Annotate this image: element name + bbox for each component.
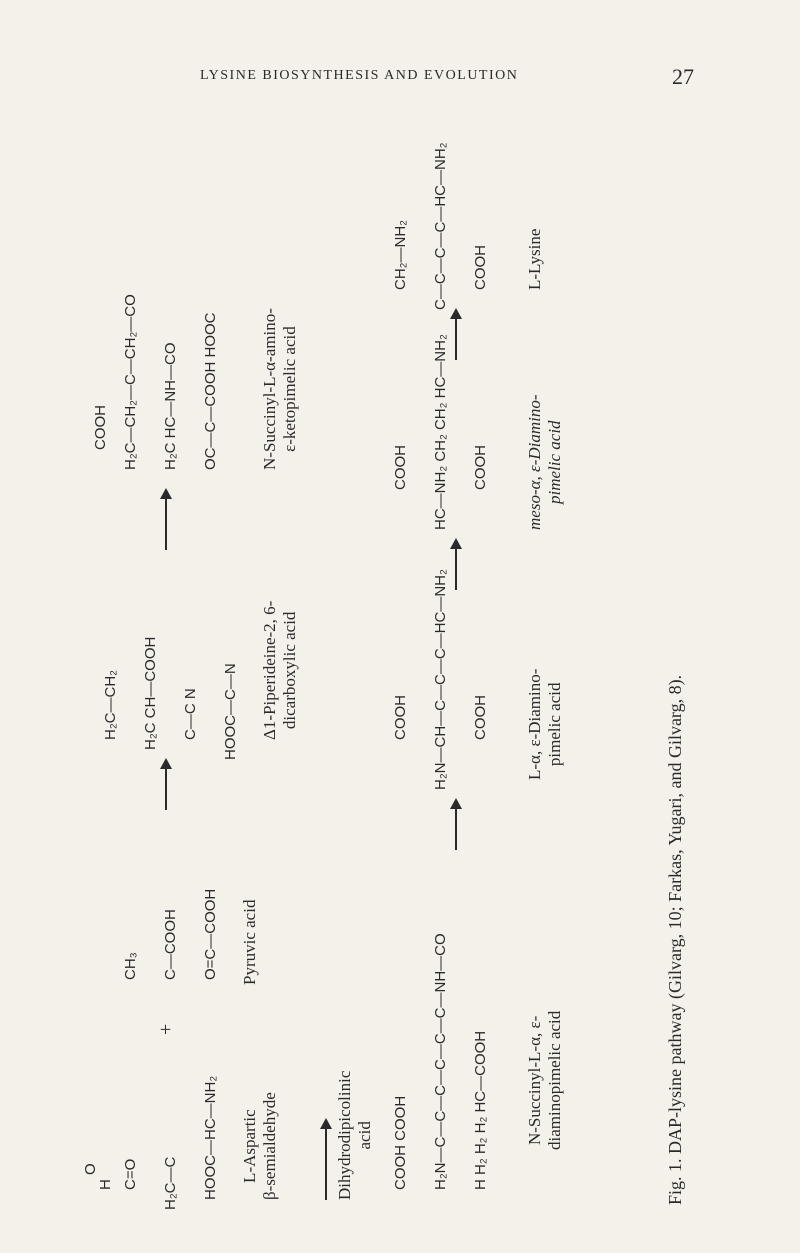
reaction-arrow-3 <box>165 490 167 550</box>
svg-text:HC—NH₂ CH₂ CH₂ HC—NH₂: HC—NH₂ CH₂ CH₂ HC—NH₂ <box>432 334 449 530</box>
svg-text:C—C N: C—C N <box>182 688 199 740</box>
dap-lysine-pathway-figure <box>75 110 695 1210</box>
reaction-arrow-1 <box>325 1120 327 1200</box>
svg-text:H₂C—C: H₂C—C <box>162 1156 179 1210</box>
name-piperideine: Δ1-Piperideine-2, 6- dicarboxylic acid <box>260 600 299 740</box>
figure-caption: Fig. 1. DAP-lysine pathway (Gilvarg, 10; Farkas, Yugari, and Gilvarg, 8). <box>665 674 685 1205</box>
structure-lysine <box>392 142 489 310</box>
page-number: 27 <box>672 64 694 89</box>
structure-dihydrodipicolinic <box>102 637 239 760</box>
svg-text:HOOC—C—N: HOOC—C—N <box>222 663 239 760</box>
reaction-arrow-2 <box>165 760 167 810</box>
svg-text:O: O <box>82 1163 99 1175</box>
svg-text:H H₂ H₂ H₂ HC—COOH: H H₂ H₂ H₂ HC—COOH <box>472 1030 489 1190</box>
structure-succinyl-diaminopimelic <box>392 933 489 1190</box>
svg-text:H: H <box>97 1179 114 1190</box>
structure-pyruvic-acid <box>122 889 219 980</box>
svg-text:H₂C—CH₂: H₂C—CH₂ <box>102 670 119 740</box>
running-head: LYSINE BIOSYNTHESIS AND EVOLUTION <box>200 68 519 83</box>
svg-text:OC—C—COOH HOOC: OC—C—COOH HOOC <box>202 312 219 470</box>
svg-text:COOH: COOH <box>472 445 489 490</box>
svg-text:CH₂—NH₂: CH₂—NH₂ <box>392 220 409 290</box>
name-aspartic-semialdehyde: L-Aspartic β-semialdehyde <box>240 1092 279 1200</box>
name-ll-diaminopimelic: L-α, ε-Diamino- pimelic acid <box>525 668 564 780</box>
reaction-arrow-6 <box>455 310 457 360</box>
plus-sign: + <box>155 1023 177 1035</box>
svg-text:H₂N—CH—C—C—C—HC—NH₂: H₂N—CH—C—C—C—HC—NH₂ <box>432 569 449 790</box>
svg-text:CH₃: CH₃ <box>122 952 139 980</box>
structure-ll-diaminopimelic <box>392 569 489 790</box>
svg-text:C—COOH: C—COOH <box>162 909 179 980</box>
svg-text:H₂N—C—C—C—C—C—C—NH—CO: H₂N—C—C—C—C—C—C—NH—CO <box>432 933 449 1190</box>
name-dihydrodipicolinic: Dihydrodipicolinic acid <box>335 1070 374 1200</box>
name-pyruvic-acid: Pyruvic acid <box>240 899 259 985</box>
structure-meso-diaminopimelic <box>392 334 489 530</box>
svg-text:H₂C CH—COOH: H₂C CH—COOH <box>142 636 159 750</box>
svg-text:H₂C HC—NH—CO: H₂C HC—NH—CO <box>162 342 179 470</box>
name-meso-diaminopimelic: meso-α, ε-Diamino- pimelic acid <box>525 394 564 530</box>
svg-text:COOH: COOH <box>392 695 409 740</box>
svg-text:COOH: COOH <box>472 245 489 290</box>
svg-text:COOH: COOH <box>392 445 409 490</box>
structure-aspartic-semialdehyde <box>82 1076 219 1210</box>
structure-succinyl-ketopimelic <box>92 294 219 470</box>
svg-text:HOOC—HC—NH₂: HOOC—HC—NH₂ <box>202 1075 219 1200</box>
svg-text:COOH: COOH <box>92 405 109 450</box>
name-succinyl-amino-ketopimelic: N-Succinyl-L-α-amino- ε-ketopimelic acid <box>260 308 299 470</box>
reaction-arrow-4 <box>455 800 457 850</box>
svg-text:COOH: COOH <box>472 695 489 740</box>
svg-text:H₂C—CH₂—C—CH₂—CO: H₂C—CH₂—C—CH₂—CO <box>122 294 139 470</box>
reaction-arrow-5 <box>455 540 457 590</box>
svg-text:C=O: C=O <box>122 1158 139 1190</box>
svg-text:COOH COOH: COOH COOH <box>392 1095 409 1190</box>
svg-text:C—C—C—C—HC—NH₂: C—C—C—C—HC—NH₂ <box>432 142 449 310</box>
name-lysine: L-Lysine <box>525 228 544 290</box>
name-succinyl-diaminopimelic: N-Succinyl-L-α, ε- diaminopimelic acid <box>525 1010 564 1150</box>
svg-text:O=C—COOH: O=C—COOH <box>202 888 219 980</box>
